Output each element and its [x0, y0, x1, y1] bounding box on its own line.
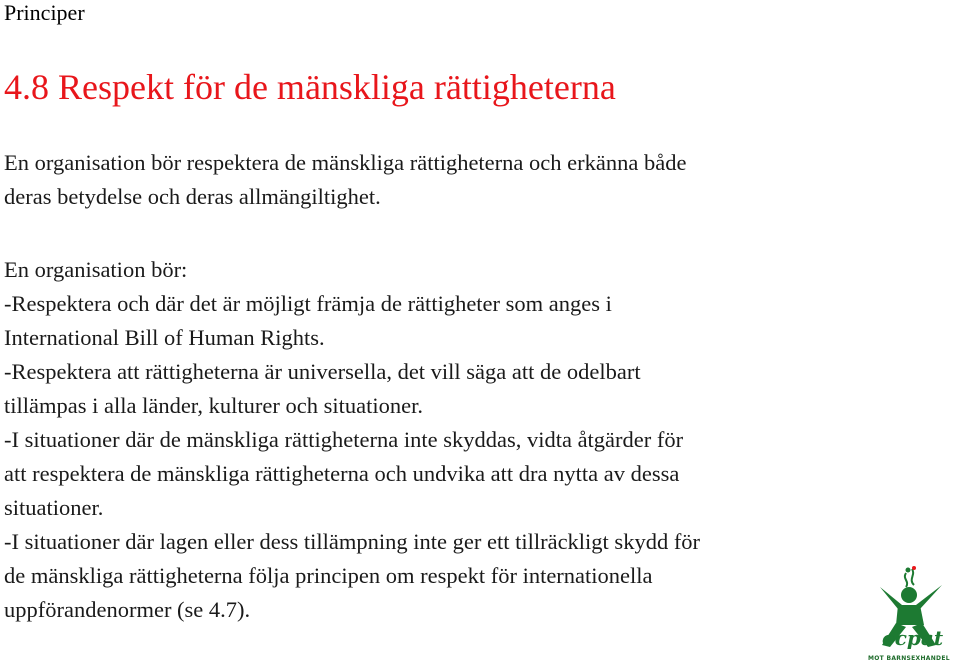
- body-line: tillämpas i alla länder, kulturer och situationer.: [4, 393, 423, 418]
- principle-list: [4, 253, 904, 627]
- ecpat-logo: [862, 565, 960, 667]
- body-line: att respektera de mänskliga rättigheterna och undvika att dra nytta av dessa: [4, 461, 680, 486]
- body-line: de mänskliga rättigheterna följa principen om respekt för internationella: [4, 563, 653, 588]
- body-line: -I situationer där de mänskliga rättigheterna inte skyddas, vidta åtgärder för: [4, 427, 684, 452]
- body-line: -Respektera och där det är möjligt främja de rättigheter som anges i: [4, 291, 612, 316]
- body-line: -I situationer där lagen eller dess tillämpning inte ger ett tillräckligt skydd för: [4, 529, 701, 554]
- body-line: situationer.: [4, 495, 104, 520]
- section-label: Principer: [4, 0, 85, 25]
- intro-line: En organisation bör respektera de mänskliga rättigheterna och erkänna både: [4, 150, 687, 175]
- page-title: 4.8 Respekt för de mänskliga rättigheterna: [4, 67, 616, 107]
- logo-wordmark: ecpat: [882, 626, 944, 650]
- body-line: uppförandenormer (se 4.7).: [4, 597, 251, 622]
- ecpat-child-figure-icon: [862, 565, 960, 667]
- logo-caption: MOT BARNSEXHANDEL: [868, 655, 950, 662]
- body-line: -Respektera att rättigheterna är universella, det vill säga att de odelbart: [4, 359, 641, 384]
- body-line: En organisation bör:: [4, 257, 188, 282]
- intro-line: deras betydelse och deras allmängiltighet.: [4, 184, 381, 209]
- body-line: International Bill of Human Rights.: [4, 325, 325, 350]
- intro-paragraph: [4, 146, 904, 214]
